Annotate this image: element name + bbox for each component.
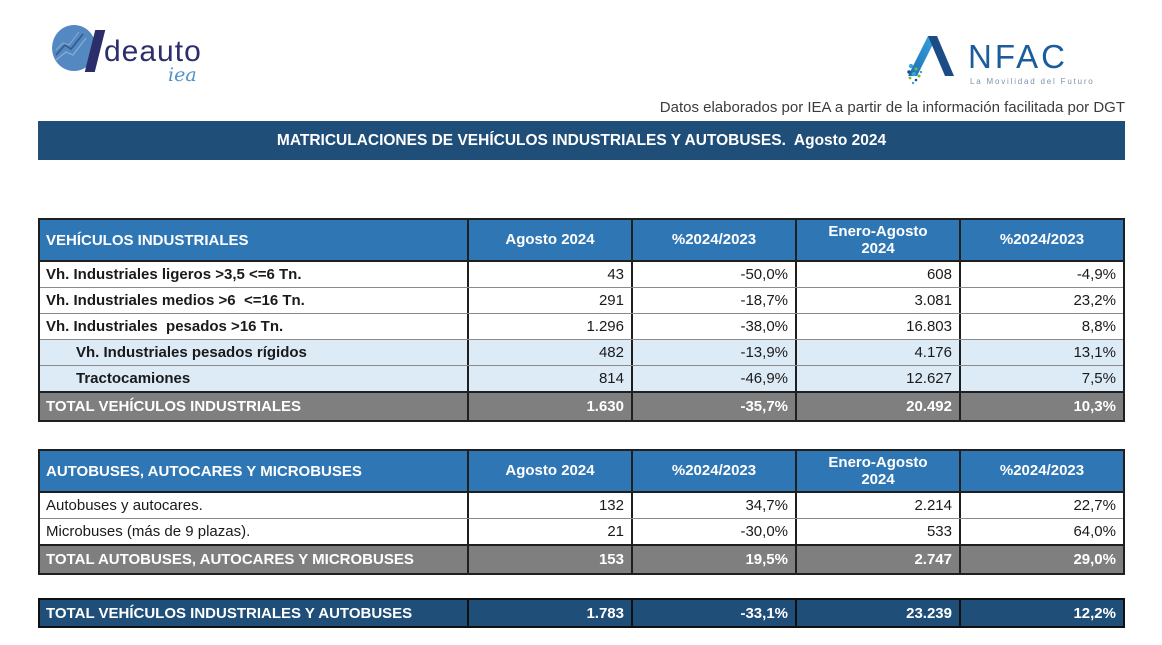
- total-label: TOTAL AUTOBUSES, AUTOCARES Y MICROBUSES: [46, 551, 414, 568]
- cell-value: 2.214: [795, 493, 959, 518]
- anfac-mark-icon: [904, 30, 964, 86]
- column-header-pct-ytd: [959, 451, 1123, 491]
- industrial-table: [38, 218, 1125, 422]
- grand-total-row: [38, 598, 1125, 628]
- total-value: 2.747: [795, 546, 959, 573]
- cell-value: 482: [467, 340, 631, 365]
- cell-value: 34,7%: [631, 493, 795, 518]
- table-row-autobuses: [40, 493, 1123, 518]
- total-value: 1.630: [467, 393, 631, 420]
- buses-table-header-row: [40, 451, 1123, 493]
- anfac-tagline: La Movilidad del Futuro: [970, 77, 1095, 86]
- column-header-agosto-2024: [467, 451, 631, 491]
- cell-value: -50,0%: [631, 262, 795, 287]
- cell-value: -30,0%: [631, 519, 795, 544]
- column-header-pct-month: [631, 220, 795, 260]
- total-value: 153: [467, 546, 631, 573]
- table-row-pesados-rigidos: [40, 339, 1123, 365]
- total-value: 10,3%: [959, 393, 1123, 420]
- column-header-enero-agosto: [795, 220, 959, 260]
- table-row-pesados: [40, 313, 1123, 339]
- cell-value: 8,8%: [959, 314, 1123, 339]
- cell-value: 291: [467, 288, 631, 313]
- column-header-enero-agosto: [795, 451, 959, 491]
- cell-value: 21: [467, 519, 631, 544]
- total-label: TOTAL VEHÍCULOS INDUSTRIALES: [46, 398, 302, 415]
- row-label: Vh. Industriales medios >6 <=16 Tn.: [46, 292, 305, 309]
- column-header-agosto-2024: [467, 220, 631, 260]
- total-value: 29,0%: [959, 546, 1123, 573]
- cell-value: 64,0%: [959, 519, 1123, 544]
- column-header-label: Agosto 2024: [505, 231, 595, 249]
- source-note: Datos elaborados por IEA a partir de la información facilitada por DGT: [659, 99, 1125, 116]
- column-header-label: %2024/2023: [671, 462, 757, 480]
- table-row-medios: [40, 287, 1123, 313]
- grand-total-value: -33,1%: [631, 600, 795, 626]
- row-label: Tractocamiones: [76, 370, 191, 387]
- cell-value: -4,9%: [959, 262, 1123, 287]
- ideauto-wordmark: deauto: [104, 35, 202, 68]
- grand-total-label: TOTAL VEHÍCULOS INDUSTRIALES Y AUTOBUSES: [46, 604, 413, 622]
- column-header-label: %2024/2023: [999, 462, 1085, 480]
- cell-value: -13,9%: [631, 340, 795, 365]
- industrial-table-header-row: [40, 220, 1123, 262]
- cell-value: 43: [467, 262, 631, 287]
- row-label: Vh. Industriales pesados >16 Tn.: [46, 318, 284, 335]
- cell-value: 1.296: [467, 314, 631, 339]
- table-row-tractocamiones: [40, 365, 1123, 391]
- row-label: Vh. Industriales ligeros >3,5 <=6 Tn.: [46, 266, 302, 283]
- anfac-logo: [898, 22, 1128, 92]
- ideauto-logo: [52, 20, 282, 86]
- cell-value: 132: [467, 493, 631, 518]
- industrial-table-title: VEHÍCULOS INDUSTRIALES: [46, 231, 249, 249]
- row-label: Vh. Industriales pesados rígidos: [76, 344, 307, 361]
- column-header-label: %2024/2023: [671, 231, 757, 249]
- total-value: -35,7%: [631, 393, 795, 420]
- total-value: 20.492: [795, 393, 959, 420]
- ideauto-iea-script: iea: [168, 64, 197, 86]
- row-label: Microbuses (más de 9 plazas).: [46, 523, 251, 540]
- grand-total-value: 12,2%: [959, 600, 1123, 626]
- cell-value: 3.081: [795, 288, 959, 313]
- cell-value: 13,1%: [959, 340, 1123, 365]
- buses-total-row: [40, 544, 1123, 573]
- buses-table: [38, 449, 1125, 575]
- cell-value: 533: [795, 519, 959, 544]
- column-header-label: Enero-Agosto 2024: [828, 453, 928, 488]
- cell-value: 23,2%: [959, 288, 1123, 313]
- anfac-wordmark: NFAC: [968, 38, 1069, 75]
- report-title-bar: MATRICULACIONES DE VEHÍCULOS INDUSTRIALES Y AUTOBUSES. Agosto 2024: [38, 121, 1125, 160]
- column-header-pct-month: [631, 451, 795, 491]
- buses-table-title: AUTOBUSES, AUTOCARES Y MICROBUSES: [46, 462, 362, 480]
- column-header-pct-ytd: [959, 220, 1123, 260]
- total-value: 19,5%: [631, 546, 795, 573]
- column-header-label: Enero-Agosto 2024: [828, 222, 928, 257]
- table-row-microbuses: [40, 518, 1123, 544]
- cell-value: -38,0%: [631, 314, 795, 339]
- industrial-total-row: [40, 391, 1123, 420]
- cell-value: 12.627: [795, 366, 959, 391]
- cell-value: 4.176: [795, 340, 959, 365]
- table-row-ligeros: [40, 262, 1123, 287]
- cell-value: -18,7%: [631, 288, 795, 313]
- cell-value: -46,9%: [631, 366, 795, 391]
- cell-value: 22,7%: [959, 493, 1123, 518]
- grand-total-value: 23.239: [795, 600, 959, 626]
- cell-value: 16.803: [795, 314, 959, 339]
- column-header-label: %2024/2023: [999, 231, 1085, 249]
- cell-value: 814: [467, 366, 631, 391]
- column-header-label: Agosto 2024: [505, 462, 595, 480]
- grand-total-value: 1.783: [467, 600, 631, 626]
- cell-value: 608: [795, 262, 959, 287]
- cell-value: 7,5%: [959, 366, 1123, 391]
- row-label: Autobuses y autocares.: [46, 497, 203, 514]
